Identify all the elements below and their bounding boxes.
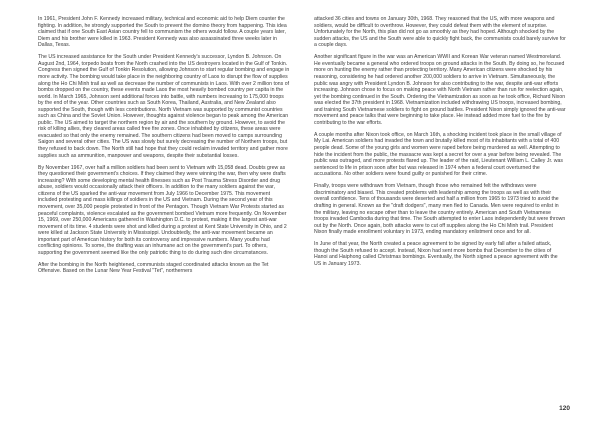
paragraph-kennedy-aid: In 1961, President John F. Kennedy increased military, technical and economic aid to help Diem counter the fighting. In addition, he strongly supported the South to prevent the domino theory from happening. This idea claimed that if one South East Asian country fell to communism the others would follow. A couple years later, Diem and his brother were killed in 1963. President Kennedy was also assassinated three weeks later in Dallas, Texas. [38,16,287,49]
paragraph-my-lai: A couple months after Nixon took office, on March 16th, a shocking incident took place in the small village of My Lai. American soldiers had invaded the town and brutally killed most of its inhabitants with a total of 400 people dead. Some of the young girls and women were raped before being murdered as well. Attempting to hide the incident from the public, the massacre was kept a secret for over a year before being revealed. The public was outraged, and more protests flared up. The leader of the raid, Lieutenant William L. Calley Jr. was sentenced to life in prison soon after but was released in 1974 when a federal court overturned the accusations. No other soldiers were found guilty or punished for their crime. [314,131,563,178]
paragraph-troop-withdrawal: Finally, troops were withdrawn from Vietnam, though those who remained felt the withdraws were discriminatory and biased. This created problems with leadership among the troops as well as with their overall confidence. Tens of thousands were deserted and half a million from 1965 to 1973 tried to avoid the drafting in general. Known as the "draft dodgers", many men fled to Canada. Men were required to enlist in the military, leaving no escape other than to leave the country entirely. American and South Vietnamese troops invaded Cambodia during that time. The South attempted to enter Laos independently but were thrown out by the North. Once again, both attacks were to cut off supplies along the Ho Chi Minh trail. President Nixon finally made enrollment voluntary in 1973, ending mandatory enlistment once and for all. [314,183,566,236]
paragraph-anti-war-movement: By November 1967, over half a million soldiers had been sent to Vietnam with 15,058 dead. Doubts grew as they questioned their government's choices. If they claimed they were winning the war, then why were drafts increasing? With some developing mental health illnesses such as Post Trauma Stress Disorder and drug abuse, soldiers would occasionally attack their officers. In addition to the many soldiers against the war, citizens of the US sparked the anti-war movement from July 1966 to December 1975. This movement included protesting and mass killings of soldiers in the US and Vietnam. During the second year of this movement, over 35,000 people protested in front of the Pentagon. Though Vietnam War Protests started as peaceful complaints, violence escalated as the government bombed Vietnam more frequently. On November 15, 1969, over 250,000 Americans gathered in Washington D.C. to protest, making it the largest anti-war movement of its time. 4 students were shot and killed during a protest at Kent State University in Ohio, and 2 were killed at Jackson State University in Mississippi. Undoubtedly, the anti-war movement became an important part of American history for both its controversy and impressive numbers. Many youths had conflicting opinions. To some, the drafting was an inhumane act on the government's part. To others, supporting the government seemed like the only patriotic thing to do during such dire circumstances. [38,164,287,256]
left-column [38,16,290,281]
right-column [314,16,566,273]
paragraph-peace-agreement: In June of that year, the North created a peace agreement to be signed by early fall after a failed attack, though the South refused to accept. Instead, Nixon had sent more bombs that December to the cities of Hanoi and Haiphong called Christmas bombings. Eventually, the North signed a peace agreement with the US in January 1973. [314,241,558,267]
paragraph-tet-offensive-end: attacked 36 cities and towns on January 30th, 1968. They reasoned that the US, with more weapons and soldiers, would be difficult to overthrow. However, they could defeat them with the element of surprise. Unfortunately for the North, this plan did not go as smoothly as they had hoped. Although shocked by the sudden attacks, the US and the South were able to quickly fight back, the communists could barely survive for a couple days. [314,16,566,49]
paragraph-tet-offensive-start: After the bombing in the North heightened, communists staged coordinated attacks known as the Tet Offensive. Based on the Lunar New Year Festival "Tet", northerners [38,261,269,275]
paragraph-johnson-escalation: The US increased assistance for the South under President Kennedy's successor, Lyndon B. Johnson. On August 2nd, 1964, torpedo boats from the North crashed into the US destroyers located in the Gulf of Tonkin. Congress then signed the Gulf of Tonkin Resolution, allowing Johnson to start regular bombing and engage in more activity. The bombing would take place in the neighboring country of Laos to disrupt the flow of supplies along the Ho Chi Minh trail as well as decrease the number of communists in Laos. With over 2 million tons of bombs dropped on the country, these events made Laos the most heavily bombed country per capita in the world. In March 1965, Johnson sent additional forces into battle, with numbers increasing to 175,000 troops by the end of the year. Other countries such as South Korea, Thailand, Australia, and New Zealand also supported the South, though with less contributions. North Vietnam was supported by communist countries such as China and the Soviet Union. However, thoughts against violence began to peak among the American public. The US aimed to target the northern region by air and the southern by ground. However, to avoid the risk of killing allies, they cleared areas called free fire zones. Once inhabited by citizens, these areas were evacuated so that only the enemy remained. The southern citizens had been moved to camps surrounding Saigon and several other cities. The US was slowly but surely decreasing the number of Northern troops, but they refused to back down. The North still had hope that they could reclaim invaded territory and gather more supplies such as ammunition, manpower and weapons, despite their substantial losses. [38,54,290,159]
page-number: 120 [559,405,570,412]
paragraph-westmoreland: Another significant figure in the war was an American WWII and Korean War veteran named Westmoreland. He eventually became a general who ordered troops on ground attacks in the South. By doing so, he focused more on hunting the enemy rather than protecting territory. Many American citizens were shocked by his reasoning, considering he had ordered another 200,000 soldiers to arrive in Vietnam. Simultaneously, the public was angry with President Lyndon B. Johnson for also contributing to the war, despite anti-war efforts increasing. Johnson chose to focus on making peace with North Vietnam rather than run for reelection again, yet the bombing continued in the South. Ordering the Vietnamization as soon as he took office, Richard Nixon was elected the 37th president in 1968. Vietnamization included withdrawing US troops, increased bombing, and training South Vietnamese soldiers to fight on ground battles. President Nixon simply ignored the anti-war movement and peace talks that were beginning to take place. He instead added more fuel to the fire by contributing to the war efforts. [314,54,566,126]
